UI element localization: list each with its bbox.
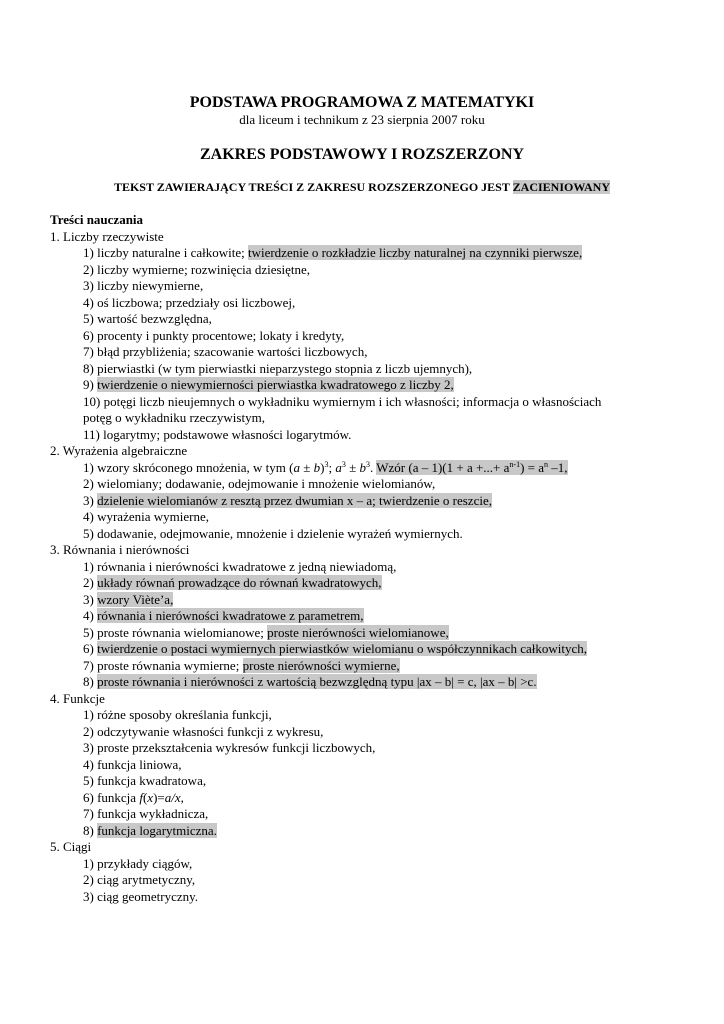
list-item [50,608,680,625]
item-extended-text [376,460,567,475]
item-extended-text: funkcja logarytmiczna. [97,822,217,838]
list-item: 7) funkcja wykładnicza, [83,806,209,821]
exponent: 3 [365,459,370,469]
item-text: 8) [83,822,98,838]
item-text: 9) [83,377,98,392]
math-var: b [313,459,321,475]
item-extended-text: równania i nierówności kwadratowe z parametrem, [97,608,364,623]
list-item: 5) dodawanie, odejmowanie, mnożenie i dzielenie wyrażeń wymiernych. [83,525,463,541]
list-item [50,823,680,840]
item-text: 4) [83,608,98,623]
list-item [50,641,680,658]
list-item [50,377,680,394]
list-item-continuation: potęg o wykładniku rzeczywistym, [83,410,265,425]
item-text: 6) [83,641,98,656]
list-item [50,575,680,592]
formula-text: Wzór (a – 1)(1 + a +...+ a [376,459,510,475]
list-item: 3) ciąg geometryczny. [83,888,199,904]
list-item [50,493,680,510]
list-item: 4) wyrażenia wymierne, [83,509,209,524]
item-extended-text: proste równania i nierówności z wartością bezwzględną typu |ax – b| = c, |ax – b| >c. [97,674,537,689]
item-extended-text: twierdzenie o niewymierności pierwiastka kwadratowego z liczby 2, [97,377,454,392]
document-subtitle: dla liceum i technikum z 23 sierpnia 2007 roku [239,112,485,127]
item-text: 3) [83,492,98,508]
section-title: 4. Funkcje [50,690,105,706]
list-item: 5) wartość bezwzględna, [83,311,212,326]
item-extended-text: twierdzenie o postaci wymiernych pierwiastków wielomianu o współczynnikach całkowitych, [97,641,587,656]
item-extended-text: układy równań prowadzące do równań kwadratowych, [97,575,382,590]
math-var: a [293,459,300,475]
scope-heading: ZAKRES PODSTAWOWY I ROZSZERZONY [199,146,525,163]
item-text: 6) funkcja [83,789,140,805]
list-item [50,592,680,609]
item-text: ( [142,789,148,805]
list-item [50,790,680,807]
item-text: ) [320,459,325,475]
item-extended-text: wzory Viète’a, [97,591,174,607]
list-item: 2) liczby wymierne; rozwinięcia dziesiętne, [83,261,311,277]
content-heading: Treści nauczania [50,212,144,227]
list-item: 1) różne sposoby określania funkcji, [83,707,272,722]
list-item: 4) funkcja liniowa, [83,756,182,772]
document-title: PODSTAWA PROGRAMOWA Z MATEMATYKI [189,94,535,111]
item-extended-text: dzielenie wielomianów z resztą przez dwumian x – a; twierdzenie o reszcie, [97,492,492,508]
math-var: f [139,789,143,805]
item-extended-text: proste nierówności wielomianowe, [267,624,449,640]
item-text: ± [345,459,360,475]
formula-text: –1, [548,459,568,475]
list-item: 6) procenty i punkty procentowe; lokaty i kredyty, [83,327,345,343]
list-item: 2) wielomiany; dodawanie, odejmowanie i mnożenie wielomianów, [83,476,436,491]
formula-text: ) = a [520,459,545,475]
section-title: 3. Równania i nierówności [50,542,190,557]
item-text: 7) proste równania wymierne; [83,657,243,673]
item-extended-text: twierdzenie o rozkładzie liczby naturalnej na czynniki pierwsze, [247,245,583,260]
highlight-notice [0,179,724,195]
math-var: a/x, [164,789,184,805]
item-text: 1) wzory skróconego mnożenia, w tym ( [83,459,294,475]
item-text: ; [328,459,336,475]
list-item: 7) błąd przybliżenia; szacowanie wartości liczbowych, [83,344,368,359]
list-item [50,625,680,642]
list-item: 1) równania i nierówności kwadratowe z jedną niewiadomą, [83,558,397,574]
section-title: 5. Ciągi [50,839,92,854]
list-item: 2) ciąg arytmetyczny, [83,872,196,887]
list-item [50,658,680,675]
section-title: 2. Wyrażenia algebraiczne [50,443,188,458]
list-item: 1) przykłady ciągów, [83,855,193,871]
exponent: 3 [341,459,346,469]
math-var: x [147,789,154,805]
list-item [50,245,680,262]
item-text: ± [299,459,314,475]
list-item: 3) liczby niewymierne, [83,278,204,293]
list-item: 2) odczytywanie własności funkcji z wykresu, [83,723,324,739]
notice-highlight: ZACIENIOWANY [512,180,611,194]
list-item: 4) oś liczbowa; przedziały osi liczbowej, [83,294,296,310]
item-text: . [369,459,377,475]
item-text: 2) [83,575,98,590]
list-item: 11) logarytmy; podstawowe własności logarytmów. [83,426,352,442]
exponent: n-1 [509,459,521,469]
exponent: n [544,459,549,469]
list-item: 3) proste przekształcenia wykresów funkcji liczbowych, [83,740,376,755]
curriculum-content [50,212,680,905]
exponent: 3 [324,459,329,469]
item-text: )= [153,789,165,805]
list-item: 10) potęgi liczb nieujemnych o wykładniku wymiernym i ich własności; informacja o własnościach [83,393,602,409]
list-item [50,674,680,691]
math-var: a [335,459,342,475]
list-item: 8) pierwiastki (w tym pierwiastki nieparzystego stopnia z liczb ujemnych), [83,360,473,376]
item-extended-text: proste nierówności wymierne, [242,657,400,673]
notice-text: TEKST ZAWIERAJĄCY TREŚCI Z ZAKRESU ROZSZERZONEGO JEST [113,180,513,194]
section-title: 1. Liczby rzeczywiste [50,228,164,244]
item-text: 5) proste równania wielomianowe; [83,624,268,640]
item-text: 8) [83,674,98,689]
item-text: 3) [83,591,98,607]
math-var: b [359,459,366,475]
item-text: 1) liczby naturalne i całkowite; [83,245,248,260]
list-item: 5) funkcja kwadratowa, [83,773,207,788]
list-item [50,460,680,477]
